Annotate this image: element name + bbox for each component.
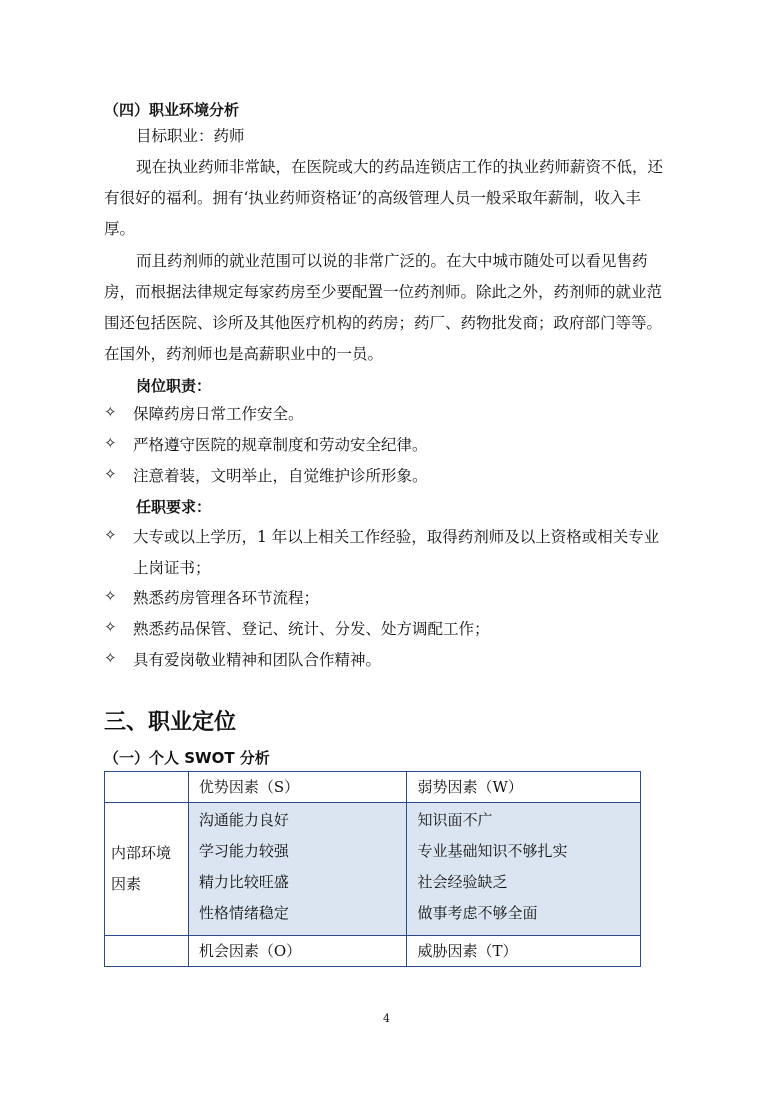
opportunities-header: 机会因素（O） [188,936,407,967]
paragraph-line: 有很好的福利。拥有‘执业药师资格证’的高级管理人员一般采取年薪制，收入丰 [104,189,641,207]
paragraph-line: 房，而根据法律规定每家药房至少要配置一位药剂师。除此之外，药剂师的就业范 [104,283,663,301]
paragraph-line: 而且药剂师的就业范围可以说的非常广泛的。在大中城市随处可以看见售药 [136,252,648,270]
weakness-item: 知识面不广 [417,811,493,829]
list-item: 注意着装，文明举止，自觉维护诊所形象。 [133,467,428,485]
list-item: 熟悉药房管理各环节流程； [133,589,320,607]
list-item: 严格遵守医院的规章制度和劳动安全纪律。 [133,436,428,454]
section-heading: （四）职业环境分析 [104,101,240,119]
paragraph-line: 现在执业药师非常缺，在医院或大的药品连锁店工作的执业药师薪资不低，还 [136,158,664,176]
paragraph-line: 在国外，药剂师也是高薪职业中的一员。 [104,345,384,363]
list-item: 保障药房日常工作安全。 [133,405,304,423]
page-number: 4 [383,1012,390,1025]
weakness-item: 做事考虑不够全面 [417,904,538,922]
table-cell-empty [105,772,189,803]
strength-item: 学习能力较强 [198,842,289,860]
bullet-icon: ✧ [104,649,117,667]
chapter-heading: 三、职业定位 [104,710,237,735]
bullet-icon: ✧ [104,587,117,605]
duties-title: 岗位职责： [136,377,212,395]
strengths-header: 优势因素（S） [188,772,407,803]
weaknesses-cell [407,803,641,936]
requirements-title: 任职要求： [136,498,212,516]
paragraph-line: 围还包括医院、诊所及其他医疗机构的药房；药厂、药物批发商；政府部门等等。 [104,314,663,332]
weakness-item: 专业基础知识不够扎实 [417,842,568,860]
strength-item: 沟通能力良好 [198,811,289,829]
strength-item: 性格情绪稳定 [198,904,289,922]
bullet-icon: ✧ [104,618,117,636]
bullet-icon: ✧ [104,465,117,483]
strengths-cell [188,803,407,936]
bullet-icon: ✧ [104,526,117,544]
list-item: 熟悉药品保管、登记、统计、分发、处方调配工作； [133,620,490,638]
list-item: 具有爱岗敬业精神和团队合作精神。 [133,651,382,669]
list-item: 大专或以上学历，1 年以上相关工作经验，取得药剂师及以上资格或相关专业 [133,528,660,546]
table-cell-empty [105,936,189,967]
strength-item: 精力比较旺盛 [198,873,289,891]
weaknesses-header: 弱势因素（W） [407,772,641,803]
swot-heading: （一）个人 SWOT 分析 [104,749,270,767]
swot-table [104,771,641,967]
weakness-item: 社会经验缺乏 [417,873,508,891]
target-career: 目标职业：药师 [136,127,245,145]
threats-header: 威胁因素（T） [407,936,641,967]
bullet-icon: ✧ [104,434,117,452]
bullet-icon: ✧ [104,403,117,421]
internal-factors-label: 内部环境因素 [105,803,189,936]
list-item: 上岗证书； [133,559,211,577]
paragraph-line: 厚。 [104,220,136,238]
